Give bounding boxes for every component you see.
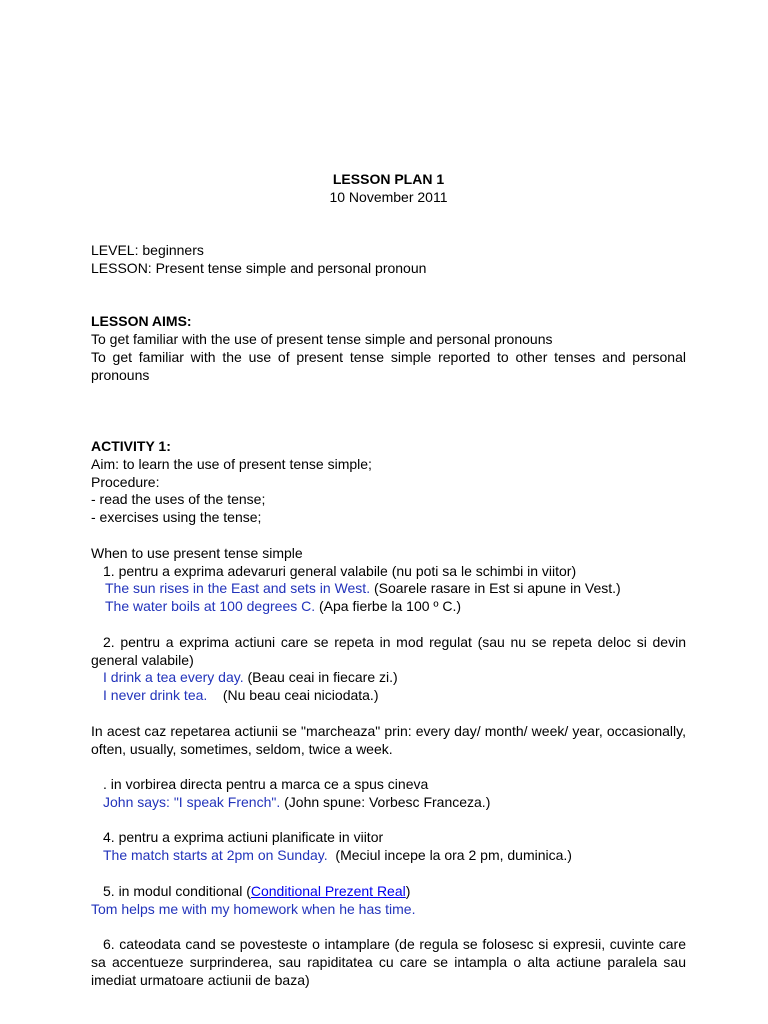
example-english: John says: "I speak French".	[103, 793, 281, 810]
example-english: The sun rises in the East and sets in West.	[105, 580, 371, 597]
use-1-example-2	[91, 598, 686, 616]
conditional-link[interactable]: Conditional Prezent Real	[250, 882, 406, 899]
aims-heading: LESSON AIMS:	[91, 313, 192, 330]
example-translation: (Nu beau ceai niciodata.)	[207, 687, 379, 704]
example-translation: (John spune: Vorbesc Franceza.)	[280, 793, 491, 810]
use-2-label: 2. pentru a exprima actiuni care se repeta in mod regulat (sau nu se repeta deloc si devin general valabile)	[91, 633, 686, 668]
use-1-example-1	[91, 580, 686, 598]
aim-item-2: To get familiar with the use of present tense simple reported to other tenses and personal pronouns	[91, 348, 686, 383]
use-3-label: . in vorbirea directa pentru a marca ce a spus cineva	[103, 776, 429, 793]
example-translation: (Meciul incepe la ora 2 pm, duminica.)	[327, 847, 572, 864]
use-1-label: 1. pentru a exprima adevaruri general valabile (nu poti sa le schimbi in viitor)	[103, 562, 577, 579]
use-4-example-1	[91, 847, 686, 865]
lesson-date: 10 November 2011	[329, 188, 448, 205]
uses-intro: When to use present tense simple	[91, 544, 303, 561]
use-5-label	[91, 883, 686, 901]
use-5-label-close: )	[405, 882, 411, 899]
example-english: The water boils at 100 degrees C.	[105, 598, 316, 615]
procedure-label: Procedure:	[91, 473, 160, 490]
example-translation: (Beau ceai in fiecare zi.)	[243, 669, 398, 686]
frequency-markers: In acest caz repetarea actiunii se "marcheaza" prin: every day/ month/ week/ year, occasionally, often, usually, sometimes, seldom, twice a week.	[91, 722, 686, 757]
use-6-label: 6. cateodata cand se povesteste o intamplare (de regula se folosesc si expresii, cuvinte care sa accentueze surprinderea, sau rapiditatea cu care se intampla o alta actiune paralela sau imediat urmatoare actiunii de baza)	[91, 936, 686, 988]
use-4-label: 4. pentru a exprima actiuni planificate in viitor	[103, 829, 384, 846]
lesson-line: LESSON: Present tense simple and personal pronoun	[91, 259, 427, 276]
example-translation: (Soarele rasare in Est si apune in Vest.)	[370, 580, 621, 597]
example-english: I drink a tea every day.	[103, 669, 244, 686]
activity-heading: ACTIVITY 1:	[91, 437, 171, 454]
use-5-label-text: 5. in modul conditional (	[103, 882, 251, 899]
aim-item-1: To get familiar with the use of present tense simple and personal pronouns	[91, 331, 553, 348]
procedure-step-1: - read the uses of the tense;	[91, 491, 266, 508]
level-line: LEVEL: beginners	[91, 242, 204, 259]
use-2-example-2	[91, 687, 686, 705]
activity-aim: Aim: to learn the use of present tense simple;	[91, 455, 372, 472]
use-2-example-1	[91, 669, 686, 687]
example-english: The match starts at 2pm on Sunday.	[103, 847, 328, 864]
use-5-example-1: Tom helps me with my homework when he has time.	[91, 900, 416, 917]
page-title: LESSON PLAN 1	[332, 171, 445, 187]
example-english: I never drink tea.	[103, 687, 208, 704]
procedure-step-2: - exercises using the tense;	[91, 509, 262, 526]
example-translation: (Apa fierbe la 100 º C.)	[315, 598, 462, 615]
use-3-example-1	[91, 794, 686, 812]
document-page	[91, 171, 686, 990]
